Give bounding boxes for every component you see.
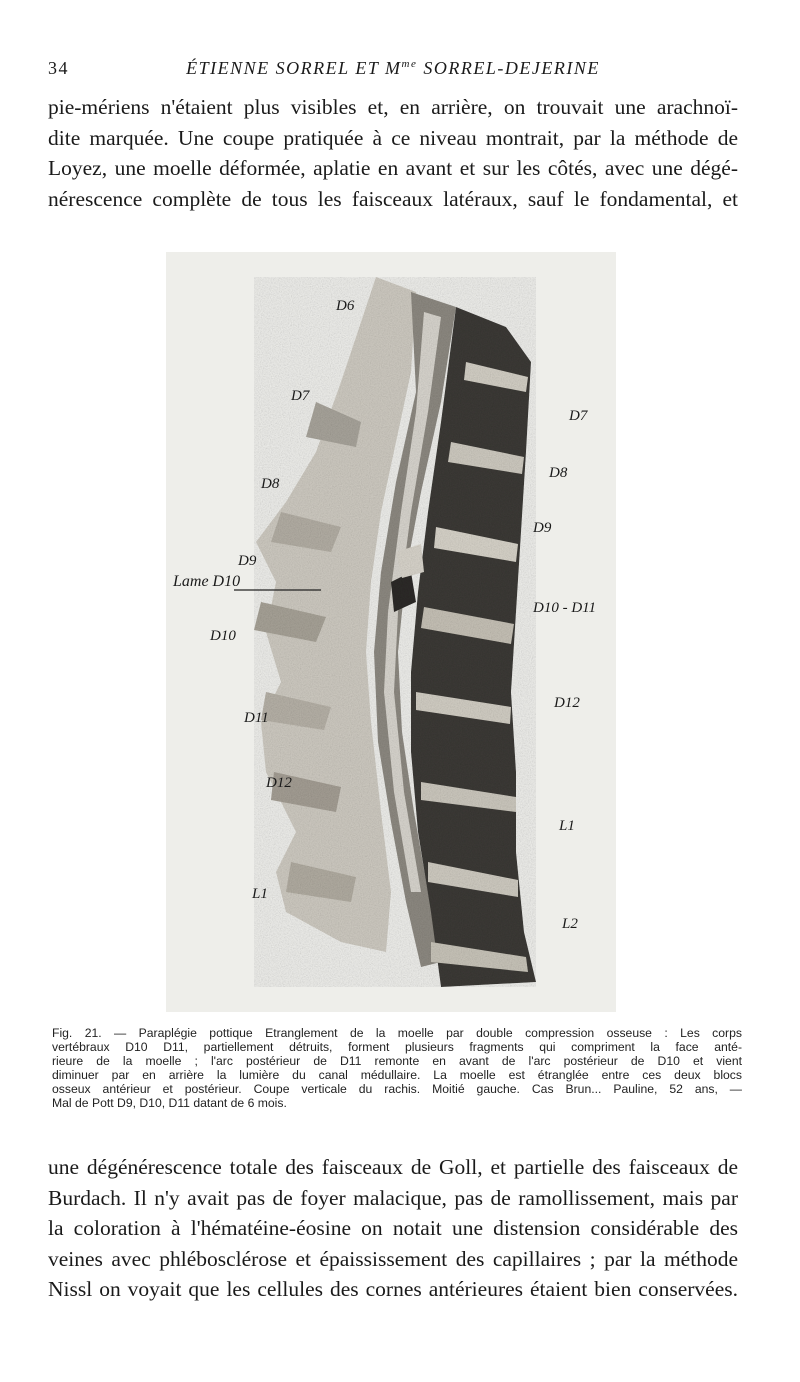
top-paragraph: [48, 92, 738, 214]
text-line: Loyez, une moelle déformée, aplatie en avant et sur les côtés, avec une dégé-: [48, 156, 738, 180]
running-head: [48, 58, 738, 79]
label-l1-left: L1: [252, 886, 268, 902]
text-line: Nissl on voyait que les cellules des cornes antérieures étaient bien conservées.: [48, 1277, 738, 1301]
label-l2-right: L2: [562, 916, 578, 932]
label-d9-right: D9: [533, 520, 552, 536]
text-line: nérescence complète de tous les faisceaux latéraux, sauf le fondamental, et: [48, 186, 738, 211]
label-d10-left: D10: [210, 628, 236, 644]
figure-caption: [52, 1026, 742, 1110]
running-head-authors: ÉTIENNE SORREL ET M: [186, 58, 402, 78]
caption-line: osseux antérieur et postérieur. Coupe verticale du rachis. Moitié gauche. Cas Brun... Pauline, 52 ans, —: [52, 1082, 742, 1096]
label-d12-left: D12: [266, 775, 292, 791]
text-line: dite marquée. Une coupe pratiquée à ce niveau montrait, par la méthode de: [48, 125, 738, 150]
caption-line: vertébraux D10 D11, partiellement détruits, forment plusieurs fragments qui compriment la face anté-: [52, 1040, 742, 1054]
label-d9-left: D9: [238, 553, 257, 569]
caption-line: rieure de la moelle ; l'arc postérieur de D11 remonte en avant de l'arc postérieur de D10 et vient: [52, 1054, 742, 1068]
label-d11-left: D11: [244, 710, 269, 726]
text-line: pie-mériens n'étaient plus visibles et, en arrière, on trouvait une arachnoï-: [48, 95, 738, 119]
running-head-authors-2: SORREL-DEJERINE: [417, 58, 600, 78]
text-line: veines avec phlébosclérose et épaississement des capillaires ; par la méthode: [48, 1246, 738, 1271]
bottom-paragraph: [48, 1152, 738, 1305]
caption-line: Fig. 21. — Paraplégie pottique Etranglement de la moelle par double compression osseuse : Les corps: [52, 1026, 742, 1040]
text-line: une dégénérescence totale des faisceaux de Goll, et partielle des faisceaux de: [48, 1155, 738, 1179]
page-header: [48, 58, 738, 84]
page-number: 34: [48, 58, 69, 78]
label-d7-left: D7: [291, 388, 310, 404]
spine-section-photo: [166, 252, 616, 1012]
caption-line: diminuer par en arrière la lumière du canal médullaire. La moelle est étranglée entre ces deux blocs: [52, 1068, 742, 1082]
text-line: Burdach. Il n'y avait pas de foyer malacique, pas de ramollissement, mais par: [48, 1185, 738, 1210]
label-d8-left: D8: [261, 476, 280, 492]
label-d10-d11-right: D10 - D11: [533, 600, 597, 616]
text-line: la coloration à l'hématéine-éosine on notait une distension considérable des: [48, 1216, 738, 1240]
label-lame-d10: Lame D10: [173, 573, 241, 590]
figure-spine-section: [166, 252, 616, 1012]
running-head-superscript: me: [401, 58, 418, 70]
caption-line: Mal de Pott D9, D10, D11 datant de 6 mois.: [52, 1096, 287, 1110]
label-d6: D6: [336, 298, 355, 314]
label-d12-right: D12: [554, 695, 580, 711]
label-l1-right: L1: [559, 818, 575, 834]
label-d8-right: D8: [549, 465, 568, 481]
label-d7-right: D7: [569, 408, 588, 424]
